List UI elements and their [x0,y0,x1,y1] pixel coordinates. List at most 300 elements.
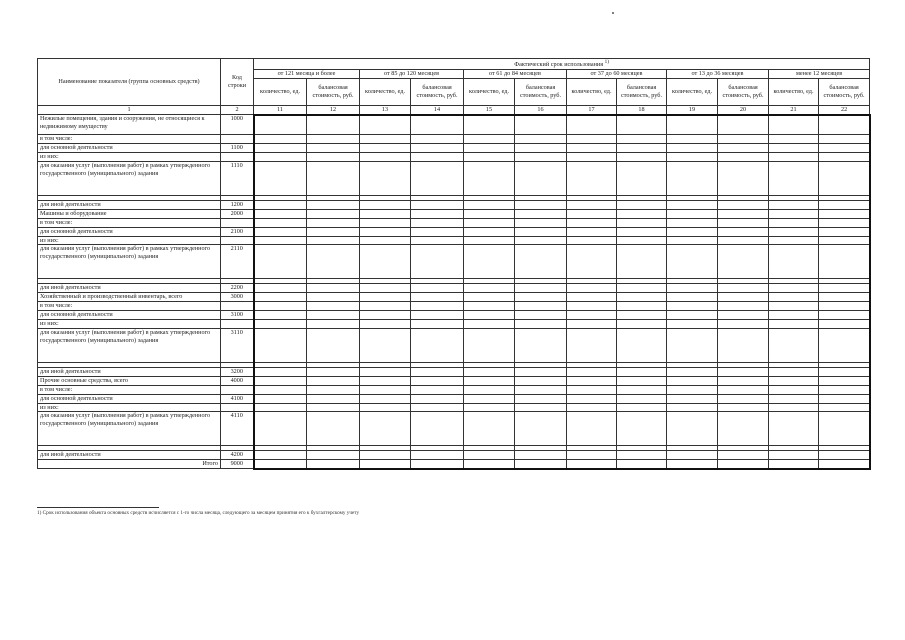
data-cell[interactable] [617,394,667,403]
data-cell[interactable] [769,227,819,236]
data-cell[interactable] [617,385,667,394]
data-cell[interactable] [667,394,718,403]
data-cell[interactable] [769,320,819,329]
data-cell[interactable] [254,311,307,320]
total-cell[interactable] [464,460,515,469]
data-cell[interactable] [718,412,769,446]
data-cell[interactable] [667,245,718,279]
data-cell[interactable] [718,311,769,320]
data-cell[interactable] [718,302,769,311]
data-cell[interactable] [411,451,464,460]
data-cell[interactable] [667,367,718,376]
data-cell[interactable] [769,153,819,162]
data-cell[interactable] [254,451,307,460]
data-cell[interactable] [718,144,769,153]
data-cell[interactable] [667,236,718,245]
data-cell[interactable] [769,218,819,227]
data-cell[interactable] [718,403,769,412]
data-cell[interactable] [411,394,464,403]
data-cell[interactable] [411,376,464,385]
data-cell[interactable] [819,209,870,218]
data-cell[interactable] [464,153,515,162]
data-cell[interactable] [515,320,567,329]
data-cell[interactable] [667,376,718,385]
total-cell[interactable] [411,460,464,469]
data-cell[interactable] [617,236,667,245]
data-cell[interactable] [360,394,411,403]
data-cell[interactable] [515,209,567,218]
data-cell[interactable] [307,135,360,144]
data-cell[interactable] [819,284,870,293]
data-cell[interactable] [464,115,515,135]
data-cell[interactable] [411,320,464,329]
data-cell[interactable] [667,320,718,329]
data-cell[interactable] [567,412,617,446]
data-cell[interactable] [769,209,819,218]
data-cell[interactable] [307,144,360,153]
data-cell[interactable] [254,328,307,362]
data-cell[interactable] [567,376,617,385]
data-cell[interactable] [617,403,667,412]
data-cell[interactable] [769,328,819,362]
data-cell[interactable] [307,161,360,195]
data-cell[interactable] [718,284,769,293]
data-cell[interactable] [617,328,667,362]
data-cell[interactable] [769,302,819,311]
data-cell[interactable] [769,161,819,195]
data-cell[interactable] [254,412,307,446]
data-cell[interactable] [360,320,411,329]
data-cell[interactable] [515,153,567,162]
data-cell[interactable] [819,227,870,236]
data-cell[interactable] [769,451,819,460]
data-cell[interactable] [254,209,307,218]
data-cell[interactable] [254,385,307,394]
data-cell[interactable] [360,135,411,144]
data-cell[interactable] [254,245,307,279]
data-cell[interactable] [515,236,567,245]
data-cell[interactable] [360,367,411,376]
data-cell[interactable] [617,135,667,144]
data-cell[interactable] [769,236,819,245]
data-cell[interactable] [819,153,870,162]
data-cell[interactable] [307,328,360,362]
data-cell[interactable] [254,302,307,311]
data-cell[interactable] [515,302,567,311]
data-cell[interactable] [254,153,307,162]
data-cell[interactable] [567,115,617,135]
data-cell[interactable] [718,320,769,329]
data-cell[interactable] [567,227,617,236]
data-cell[interactable] [718,209,769,218]
data-cell[interactable] [617,209,667,218]
total-cell[interactable] [617,460,667,469]
data-cell[interactable] [667,144,718,153]
data-cell[interactable] [567,311,617,320]
data-cell[interactable] [819,236,870,245]
data-cell[interactable] [769,385,819,394]
data-cell[interactable] [769,245,819,279]
data-cell[interactable] [617,311,667,320]
data-cell[interactable] [769,115,819,135]
data-cell[interactable] [254,320,307,329]
data-cell[interactable] [617,227,667,236]
data-cell[interactable] [819,394,870,403]
data-cell[interactable] [360,209,411,218]
data-cell[interactable] [819,376,870,385]
data-cell[interactable] [567,293,617,302]
data-cell[interactable] [718,328,769,362]
total-cell[interactable] [769,460,819,469]
data-cell[interactable] [254,394,307,403]
data-cell[interactable] [464,144,515,153]
data-cell[interactable] [411,218,464,227]
data-cell[interactable] [617,451,667,460]
data-cell[interactable] [819,412,870,446]
data-cell[interactable] [718,218,769,227]
data-cell[interactable] [411,403,464,412]
data-cell[interactable] [515,385,567,394]
data-cell[interactable] [307,245,360,279]
data-cell[interactable] [617,153,667,162]
data-cell[interactable] [667,284,718,293]
data-cell[interactable] [464,200,515,209]
data-cell[interactable] [667,115,718,135]
data-cell[interactable] [567,245,617,279]
total-cell[interactable] [667,460,718,469]
data-cell[interactable] [718,236,769,245]
data-cell[interactable] [769,284,819,293]
data-cell[interactable] [567,218,617,227]
data-cell[interactable] [464,284,515,293]
data-cell[interactable] [718,293,769,302]
data-cell[interactable] [667,227,718,236]
data-cell[interactable] [567,209,617,218]
data-cell[interactable] [617,161,667,195]
data-cell[interactable] [667,218,718,227]
data-cell[interactable] [819,200,870,209]
data-cell[interactable] [360,144,411,153]
data-cell[interactable] [411,293,464,302]
data-cell[interactable] [819,218,870,227]
data-cell[interactable] [254,161,307,195]
data-cell[interactable] [307,293,360,302]
data-cell[interactable] [360,200,411,209]
data-cell[interactable] [617,302,667,311]
data-cell[interactable] [567,320,617,329]
data-cell[interactable] [617,367,667,376]
data-cell[interactable] [617,412,667,446]
data-cell[interactable] [819,367,870,376]
data-cell[interactable] [307,153,360,162]
data-cell[interactable] [464,376,515,385]
total-cell[interactable] [307,460,360,469]
data-cell[interactable] [667,153,718,162]
data-cell[interactable] [617,218,667,227]
data-cell[interactable] [411,153,464,162]
data-cell[interactable] [667,328,718,362]
data-cell[interactable] [254,367,307,376]
data-cell[interactable] [307,385,360,394]
data-cell[interactable] [515,115,567,135]
data-cell[interactable] [307,403,360,412]
data-cell[interactable] [769,403,819,412]
data-cell[interactable] [360,451,411,460]
data-cell[interactable] [567,367,617,376]
data-cell[interactable] [411,115,464,135]
data-cell[interactable] [411,135,464,144]
data-cell[interactable] [515,200,567,209]
data-cell[interactable] [464,412,515,446]
data-cell[interactable] [464,218,515,227]
data-cell[interactable] [667,209,718,218]
data-cell[interactable] [515,293,567,302]
data-cell[interactable] [819,451,870,460]
data-cell[interactable] [567,200,617,209]
data-cell[interactable] [769,311,819,320]
total-cell[interactable] [819,460,870,469]
data-cell[interactable] [360,115,411,135]
data-cell[interactable] [667,135,718,144]
data-cell[interactable] [667,161,718,195]
data-cell[interactable] [360,385,411,394]
data-cell[interactable] [254,144,307,153]
data-cell[interactable] [515,376,567,385]
data-cell[interactable] [307,367,360,376]
data-cell[interactable] [515,218,567,227]
data-cell[interactable] [718,451,769,460]
data-cell[interactable] [718,135,769,144]
data-cell[interactable] [819,328,870,362]
data-cell[interactable] [667,311,718,320]
data-cell[interactable] [819,245,870,279]
data-cell[interactable] [411,385,464,394]
data-cell[interactable] [307,311,360,320]
data-cell[interactable] [819,302,870,311]
data-cell[interactable] [411,328,464,362]
data-cell[interactable] [718,394,769,403]
data-cell[interactable] [567,284,617,293]
data-cell[interactable] [411,161,464,195]
data-cell[interactable] [360,227,411,236]
data-cell[interactable] [515,311,567,320]
data-cell[interactable] [464,394,515,403]
data-cell[interactable] [567,451,617,460]
data-cell[interactable] [567,394,617,403]
data-cell[interactable] [769,200,819,209]
data-cell[interactable] [718,245,769,279]
data-cell[interactable] [464,161,515,195]
data-cell[interactable] [411,284,464,293]
data-cell[interactable] [307,412,360,446]
data-cell[interactable] [411,236,464,245]
data-cell[interactable] [360,245,411,279]
data-cell[interactable] [254,284,307,293]
data-cell[interactable] [567,302,617,311]
data-cell[interactable] [464,320,515,329]
data-cell[interactable] [819,385,870,394]
data-cell[interactable] [307,394,360,403]
data-cell[interactable] [360,284,411,293]
data-cell[interactable] [567,403,617,412]
data-cell[interactable] [667,412,718,446]
data-cell[interactable] [360,376,411,385]
data-cell[interactable] [515,227,567,236]
data-cell[interactable] [617,200,667,209]
data-cell[interactable] [819,311,870,320]
data-cell[interactable] [515,161,567,195]
data-cell[interactable] [667,385,718,394]
data-cell[interactable] [464,236,515,245]
data-cell[interactable] [360,302,411,311]
data-cell[interactable] [411,302,464,311]
data-cell[interactable] [360,218,411,227]
data-cell[interactable] [567,161,617,195]
data-cell[interactable] [667,200,718,209]
data-cell[interactable] [667,293,718,302]
data-cell[interactable] [819,161,870,195]
data-cell[interactable] [464,451,515,460]
data-cell[interactable] [718,200,769,209]
data-cell[interactable] [718,153,769,162]
data-cell[interactable] [307,320,360,329]
data-cell[interactable] [464,227,515,236]
data-cell[interactable] [464,311,515,320]
data-cell[interactable] [617,245,667,279]
data-cell[interactable] [411,200,464,209]
data-cell[interactable] [718,385,769,394]
data-cell[interactable] [718,367,769,376]
data-cell[interactable] [819,115,870,135]
data-cell[interactable] [360,403,411,412]
data-cell[interactable] [307,284,360,293]
data-cell[interactable] [254,403,307,412]
data-cell[interactable] [411,311,464,320]
data-cell[interactable] [617,320,667,329]
data-cell[interactable] [667,451,718,460]
data-cell[interactable] [515,451,567,460]
data-cell[interactable] [515,284,567,293]
data-cell[interactable] [464,403,515,412]
data-cell[interactable] [360,236,411,245]
data-cell[interactable] [515,394,567,403]
data-cell[interactable] [515,135,567,144]
data-cell[interactable] [819,320,870,329]
data-cell[interactable] [769,293,819,302]
data-cell[interactable] [567,236,617,245]
data-cell[interactable] [567,153,617,162]
data-cell[interactable] [515,328,567,362]
data-cell[interactable] [567,385,617,394]
data-cell[interactable] [411,227,464,236]
data-cell[interactable] [307,218,360,227]
data-cell[interactable] [360,153,411,162]
data-cell[interactable] [307,209,360,218]
data-cell[interactable] [718,115,769,135]
data-cell[interactable] [360,412,411,446]
total-cell[interactable] [360,460,411,469]
data-cell[interactable] [254,236,307,245]
data-cell[interactable] [307,115,360,135]
data-cell[interactable] [567,135,617,144]
data-cell[interactable] [464,302,515,311]
data-cell[interactable] [515,144,567,153]
data-cell[interactable] [307,200,360,209]
data-cell[interactable] [617,376,667,385]
data-cell[interactable] [464,328,515,362]
data-cell[interactable] [254,293,307,302]
data-cell[interactable] [769,144,819,153]
data-cell[interactable] [254,218,307,227]
data-cell[interactable] [360,311,411,320]
data-cell[interactable] [617,284,667,293]
total-cell[interactable] [515,460,567,469]
data-cell[interactable] [464,385,515,394]
data-cell[interactable] [718,376,769,385]
data-cell[interactable] [254,227,307,236]
data-cell[interactable] [819,135,870,144]
data-cell[interactable] [667,403,718,412]
data-cell[interactable] [464,245,515,279]
total-cell[interactable] [718,460,769,469]
data-cell[interactable] [769,367,819,376]
data-cell[interactable] [360,293,411,302]
data-cell[interactable] [617,144,667,153]
data-cell[interactable] [769,394,819,403]
data-cell[interactable] [819,403,870,412]
total-cell[interactable] [254,460,307,469]
data-cell[interactable] [307,227,360,236]
data-cell[interactable] [667,302,718,311]
data-cell[interactable] [254,376,307,385]
data-cell[interactable] [515,245,567,279]
data-cell[interactable] [464,135,515,144]
data-cell[interactable] [411,367,464,376]
data-cell[interactable] [254,200,307,209]
data-cell[interactable] [769,135,819,144]
data-cell[interactable] [819,293,870,302]
data-cell[interactable] [411,245,464,279]
data-cell[interactable] [769,412,819,446]
data-cell[interactable] [617,293,667,302]
data-cell[interactable] [567,328,617,362]
data-cell[interactable] [567,144,617,153]
data-cell[interactable] [307,302,360,311]
data-cell[interactable] [307,376,360,385]
data-cell[interactable] [515,403,567,412]
data-cell[interactable] [360,161,411,195]
data-cell[interactable] [515,367,567,376]
data-cell[interactable] [307,451,360,460]
data-cell[interactable] [819,144,870,153]
data-cell[interactable] [360,328,411,362]
data-cell[interactable] [464,293,515,302]
data-cell[interactable] [411,144,464,153]
data-cell[interactable] [411,412,464,446]
data-cell[interactable] [464,209,515,218]
data-cell[interactable] [769,376,819,385]
data-cell[interactable] [464,367,515,376]
data-cell[interactable] [617,115,667,135]
data-cell[interactable] [515,412,567,446]
data-cell[interactable] [254,135,307,144]
data-cell[interactable] [718,161,769,195]
data-cell[interactable] [307,236,360,245]
data-cell[interactable] [411,209,464,218]
data-cell[interactable] [254,115,307,135]
total-cell[interactable] [567,460,617,469]
data-cell[interactable] [718,227,769,236]
